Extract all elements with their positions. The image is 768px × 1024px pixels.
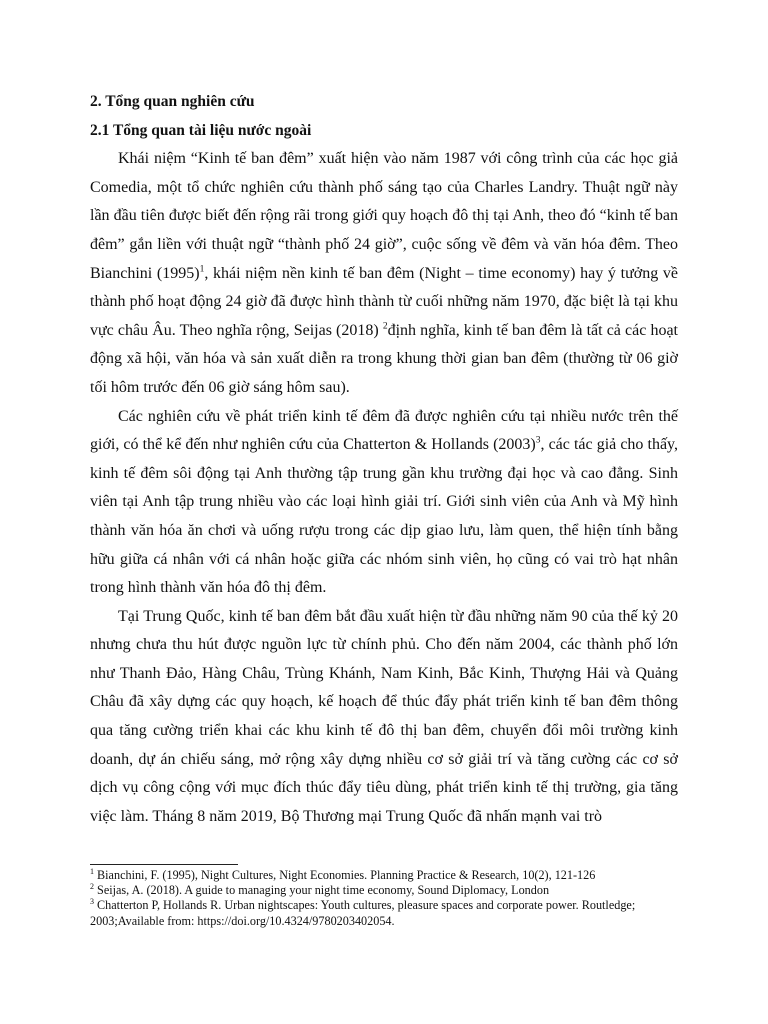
document-body — [90, 88, 678, 831]
paragraph-1-text-c: định nghĩa, kinh tế ban đêm là tất cả các hoạt động xã hội, văn hóa và sản xuất diễn ra trong khung thời gian ban đêm (thường từ 06 giờ tối hôm trước đến 06 giờ sáng hôm sau). — [90, 321, 678, 396]
footnote-1 — [90, 868, 678, 883]
footnote-2-number: 2 — [90, 882, 94, 892]
paragraph-1-text-a: Khái niệm “Kinh tế ban đêm” xuất hiện vào năm 1987 với công trình của các học giả Comedia, một tổ chức nghiên cứu thành phố sáng tạo của Charles Landry. Thuật ngữ này lần đầu tiên được biết đến rộng rãi trong giới quy hoạch đô thị tại Anh, theo đó “kinh tế ban đêm” gắn liền với thuật ngữ “thành phố 24 giờ”, cuộc sống về đêm và văn hóa đêm. Theo Bianchini (1995) — [90, 150, 678, 282]
footnote-2-text: Seijas, A. (2018). A guide to managing your night time economy, Sound Diplomacy, London — [94, 883, 550, 898]
footnote-3-number: 3 — [90, 897, 94, 907]
paragraph-2-text-a: Các nghiên cứu về phát triển kinh tế đêm đã được nghiên cứu tại nhiều nước trên thế giới, có thể kể đến như nghiên cứu của Chatterton & Hollands (2003) — [90, 407, 678, 454]
paragraph-2 — [90, 403, 678, 603]
footnote-ref-3: 3 — [535, 435, 541, 446]
paragraph-3: Tại Trung Quốc, kinh tế ban đêm bắt đầu xuất hiện từ đầu những năm 90 của thế kỷ 20 nhưng chưa thu hút được nguồn lực từ chính phủ. Cho đến năm 2004, các thành phố lớn như Thanh Đảo, Hàng Châu, Trùng Khánh, Nam Kinh, Bắc Kinh, Thượng Hải và Quảng Châu đã xây dựng các quy hoạch, kế hoạch để thúc đẩy phát triển kinh tế ban đêm thông qua tăng cường triển khai các khu kinh tế đô thị ban đêm, chuyển đổi môi trường kinh doanh, dự án chiếu sáng, mở rộng xây dựng nhiều cơ sở giải trí và tăng cường các cơ sở dịch vụ công cộng với mục đích thúc đẩy tiêu dùng, phát triển kinh tế thị trường, gia tăng việc làm. Tháng 8 năm 2019, Bộ Thương mại Trung Quốc đã nhấn mạnh vai trò — [90, 607, 678, 825]
footnote-1-number: 1 — [90, 866, 94, 876]
footnote-ref-2: 2 — [382, 321, 388, 332]
section-heading: 2. Tổng quan nghiên cứu — [90, 93, 255, 110]
footnote-2 — [90, 883, 678, 898]
paragraph-2-text-b: , các tác giả cho thấy, kinh tế đêm sôi động tại Anh thường tập trung gần khu trường đại học và cao đẳng. Sinh viên tại Anh tập trung nhiều vào các loại hình giải trí. Giới sinh viên của Anh và Mỹ hình thành văn hóa ăn chơi và uống rượu trong các dịp giao lưu, làm quen, thể hiện tính bằng hữu giữa cá nhân với cá nhân hoặc giữa các nhóm sinh viên, họ cũng có vai trò hạt nhân trong hình thành văn hóa đô thị đêm. — [90, 436, 678, 597]
footnote-3 — [90, 898, 678, 928]
footnote-ref-1: 1 — [199, 264, 205, 275]
footnote-3-text: Chatterton P, Hollands R. Urban nightscapes: Youth cultures, pleasure spaces and corporate power. Routledge; 2003;Available from: https://doi.org/10.4324/9780203402054. — [90, 898, 636, 928]
paragraph-1 — [90, 145, 678, 402]
footnotes — [90, 864, 678, 929]
paragraph-1-text-b: , khái niệm nền kinh tế ban đêm (Night – time economy) hay ý tưởng về thành phố hoạt động 24 giờ đã được hình thành từ cuối những năm 1970, đặc biệt là tại khu vực châu Âu. Theo nghĩa rộng, Seijas (2018) — [90, 264, 678, 339]
footnote-1-text: Bianchini, F. (1995), Night Cultures, Night Economies. Planning Practice & Research, 10(2), 121-126 — [94, 868, 596, 882]
footnote-separator — [90, 864, 238, 865]
subsection-heading: 2.1 Tổng quan tài liệu nước ngoài — [90, 121, 312, 139]
